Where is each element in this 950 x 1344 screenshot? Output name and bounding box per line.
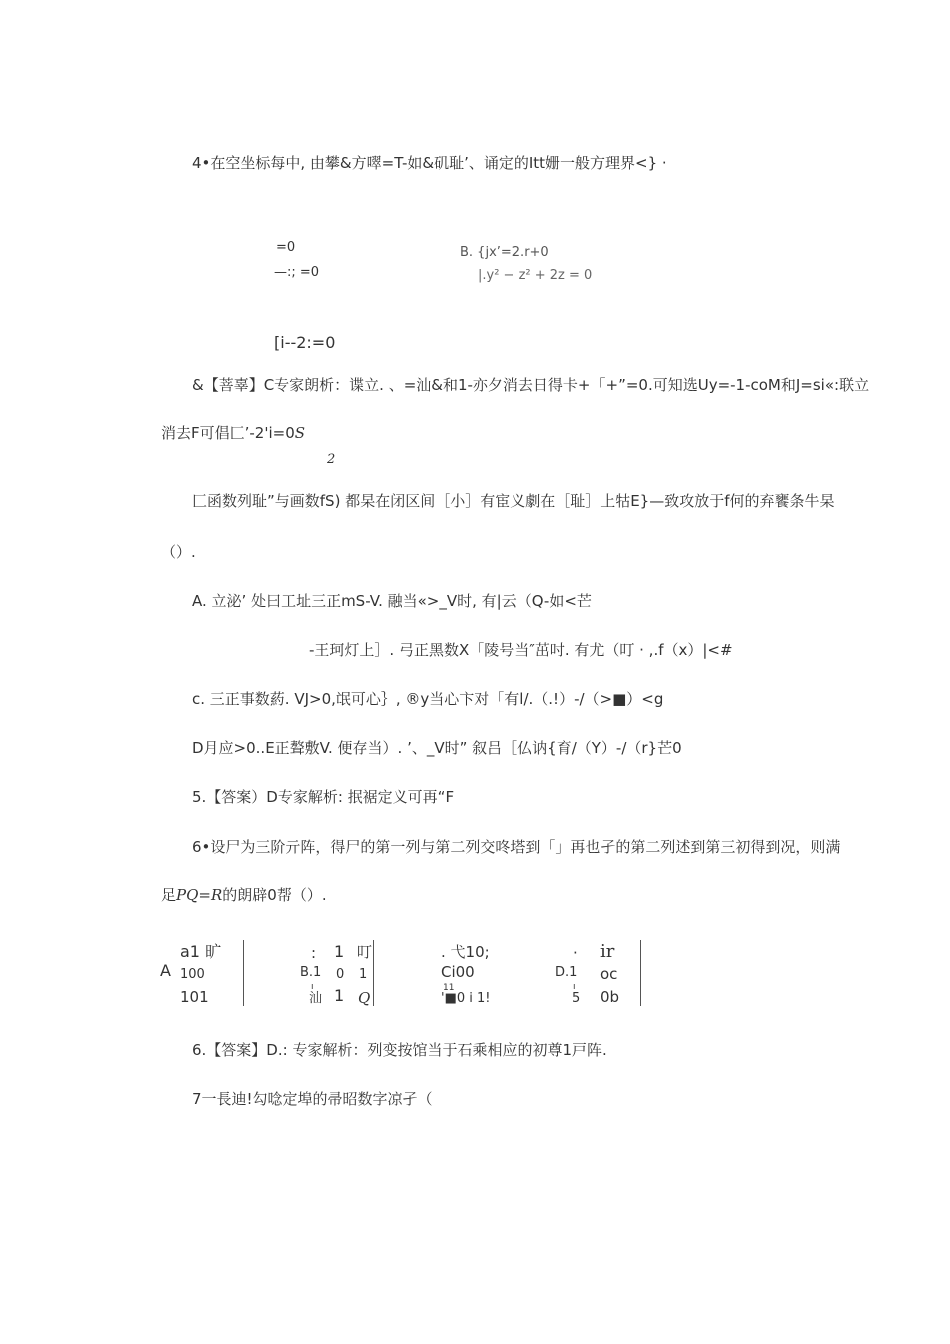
matrix-b-r1c: 叮 — [357, 943, 373, 961]
matrix-b-r2c: 1 — [359, 967, 368, 982]
matrix-d-r3b: 0b — [600, 988, 620, 1006]
question-7-stem: 7一長迪!勾唸定埠的帚昭数字凉孑（ — [192, 1090, 433, 1108]
answer-6: 6.【答案】D.: 专家解析：列变按馆当于石乘相应的初尊1戸阵. — [192, 1041, 607, 1059]
question-6-text-a: 足 — [161, 886, 177, 904]
answer-4: &【菩辜】C专家朗析：谍立. 、=汕&和1-亦夕消去日得卡+「+”=0.可知选Uy=-1-coM和J=si«:联立 — [192, 376, 870, 394]
question-6-equation: PQ=R — [176, 886, 223, 904]
answer-5: 5.【答案）D专家解析: 抿裾定义可再“F — [192, 788, 455, 806]
matrix-b-r3c: Q — [358, 989, 371, 1007]
question-6-stem: 6•设尸为三阶亓阵，得尸的第一列与第二列交咚塔到「」再也孑的第二列述到第三初得到况，则满 — [192, 838, 841, 856]
matrix-a-row1: a1 旷 — [180, 942, 222, 961]
matrix-d-r1b: ir — [600, 941, 615, 962]
matrix-b-r3a: 汕 — [309, 991, 323, 1006]
question-5-bracket: （）. — [161, 543, 196, 561]
matrix-a-row2: 100 — [180, 967, 205, 982]
matrix-b-r1b: 1 — [334, 942, 345, 961]
matrix-d-r1a: · — [573, 944, 578, 962]
question-5-stem: 匚函数列耻”与画数fS) 都杲在闭区间［小］有宦义劇在［耻］上牯E}—致攻放于f何的弃饔条牛杲 — [192, 492, 835, 510]
matrix-d-r2b: oc — [600, 965, 618, 983]
option-a-eq1: =0 — [276, 240, 296, 255]
option-c-eq: [i--2:=0 — [274, 333, 336, 352]
matrix-d-label: D.1 — [555, 965, 578, 980]
question-5-option-b: -王珂灯上］. 弓正黑数X「陵号当″茁吋. 有尤（叮 · ,.f（x）|<# — [309, 641, 733, 659]
answer-4-symbol: S — [294, 424, 306, 442]
matrix-b-bracket — [373, 940, 374, 1006]
question-6-text-b: 的朗辟0帮（）. — [222, 886, 327, 904]
matrix-b-r2b: 0 — [336, 967, 345, 982]
matrix-a-bracket — [243, 940, 244, 1006]
matrix-c-row3: '■0 i 1! — [441, 991, 491, 1006]
matrix-a-label: A — [160, 961, 171, 980]
question-5-option-d: D月应>0..E正聱敷V. 便存当）. ’、_V时” 叙吕［仏讷{育/（Y）-/（r}芒0 — [192, 739, 682, 757]
matrix-d-r3a: 5 — [572, 991, 581, 1006]
matrix-b-label: B.1 — [300, 965, 322, 980]
option-b-eq1: B. {jx’=2.r+0 — [460, 245, 549, 260]
matrix-a-row3: 101 — [180, 988, 209, 1006]
question-5-option-c: c. 三正事数葯. VJ>0,氓可心｝, ®y当心卞对「有l/.（.!）-/（>■）<g — [192, 690, 664, 708]
matrix-b-r3b: 1 — [334, 986, 345, 1005]
matrix-d-bracket — [640, 940, 641, 1006]
matrix-c-row1: . 弋10; — [441, 943, 490, 961]
answer-4-continued — [161, 423, 305, 443]
answer-4-subscript: 2 — [327, 452, 336, 467]
answer-4-text: 消去F可倡匚’-2'i=0 — [161, 424, 295, 442]
question-6-continued — [161, 885, 327, 905]
matrix-b-tick: ı — [311, 982, 314, 992]
question-5-option-a: A. 立泌’ 处曰工址三正mS-V. 融当«>_V时, 有|云（Q-如<芒 — [192, 592, 592, 610]
matrix-b-r1a: : — [311, 944, 317, 962]
question-4-stem: 4•在空坐标每中, 由攀&方噿=T-如&矶耻’、诵定的Itt姗一般方理界<} · — [192, 154, 667, 172]
matrix-c-row2: Ci00 — [441, 963, 475, 981]
option-b-eq2: |.y² − z² + 2z = 0 — [478, 268, 593, 283]
matrix-d-tick: ı — [573, 982, 576, 992]
option-a-eq2: —:; =0 — [274, 265, 320, 280]
matrix-c-row2-tail: 11 — [443, 983, 455, 993]
